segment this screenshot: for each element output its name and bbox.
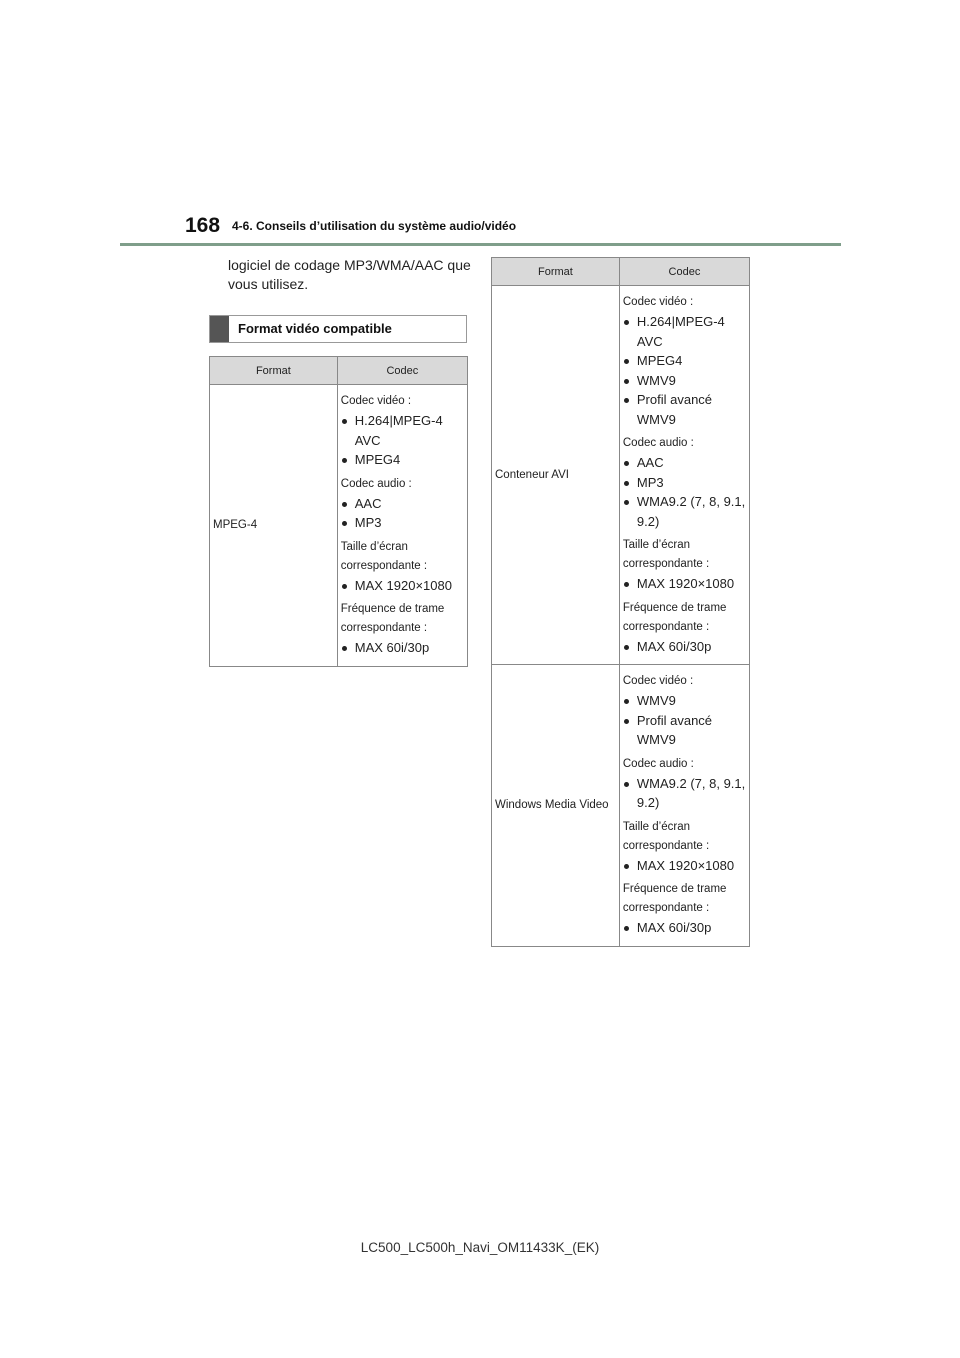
- list-item: MP3: [623, 473, 747, 493]
- codec-item-list: [623, 453, 747, 531]
- list-item: MAX 1920×1080: [623, 856, 747, 876]
- section-heading-box: [209, 315, 467, 343]
- codec-item-list: [341, 576, 465, 596]
- list-item: H.264|MPEG-4 AVC: [341, 411, 465, 450]
- format-cell: MPEG-4: [210, 385, 338, 667]
- table-row: [492, 665, 750, 947]
- section-heading: Format vidéo compatible: [238, 321, 392, 336]
- codec-cell: [619, 286, 749, 665]
- header-rule: [120, 243, 841, 246]
- codec-group-label: Codec audio :: [622, 437, 694, 449]
- codec-column-header: Codec: [337, 357, 467, 385]
- codec-item-list: [623, 774, 747, 813]
- codec-group-label: Fréquence de trame correspondante :: [622, 883, 727, 914]
- codec-group-label: Codec vidéo :: [622, 296, 694, 308]
- list-item: MAX 1920×1080: [341, 576, 465, 596]
- codec-item-list: [341, 638, 465, 658]
- list-item: MPEG4: [341, 450, 465, 470]
- codec-group-label: Taille d’écran correspondante :: [622, 820, 710, 852]
- table-row: [210, 385, 468, 667]
- codec-column-header: Codec: [619, 258, 749, 286]
- section-title: 4-6. Conseils d’utilisation du système audio/vidéo: [232, 219, 517, 233]
- intro-text: logiciel de codage MP3/WMA/AAC que vous utilisez.: [228, 257, 471, 292]
- codec-group-label: Fréquence de trame correspondante :: [622, 601, 727, 633]
- codec-item-list: [623, 574, 747, 594]
- footer-document-id: LC500_LC500h_Navi_OM11433K_(EK): [360, 1240, 600, 1255]
- codec-item-list: [623, 918, 747, 938]
- list-item: H.264|MPEG-4 AVC: [623, 312, 747, 351]
- list-item: WMV9: [623, 371, 747, 391]
- format-cell: Windows Media Video: [492, 665, 620, 947]
- codec-item-list: [623, 856, 747, 876]
- format-column-header: Format: [210, 357, 338, 385]
- right-codec-table: [491, 257, 750, 947]
- right-table-body: [492, 286, 750, 947]
- codec-item-list: [341, 494, 465, 533]
- codec-group-label: Codec vidéo :: [622, 675, 694, 687]
- list-item: AAC: [623, 453, 747, 473]
- codec-group-label: Codec audio :: [622, 757, 694, 770]
- list-item: MAX 1920×1080: [623, 574, 747, 594]
- codec-group-label: Taille d’écran correspondante :: [622, 539, 710, 570]
- codec-group-label: Taille d’écran correspondante :: [340, 540, 428, 572]
- codec-group-label: Codec audio :: [340, 477, 412, 490]
- list-item: WMA9.2 (7, 8, 9.1, 9.2): [623, 492, 747, 531]
- heading-accent-bar: [210, 316, 229, 342]
- codec-cell: [619, 665, 749, 947]
- codec-group-label: Codec vidéo :: [340, 395, 412, 407]
- left-codec-table: [209, 356, 468, 667]
- list-item: Profil avancé WMV9: [623, 711, 747, 750]
- list-item: WMA9.2 (7, 8, 9.1, 9.2): [623, 774, 747, 813]
- page-number: 168: [185, 214, 221, 237]
- left-table-body: [210, 385, 468, 667]
- list-item: MPEG4: [623, 351, 747, 371]
- format-cell: Conteneur AVI: [492, 286, 620, 665]
- codec-item-list: [623, 691, 747, 750]
- codec-item-list: [623, 637, 747, 657]
- list-item: MAX 60i/30p: [623, 918, 747, 938]
- codec-cell: [337, 385, 467, 667]
- list-item: MP3: [341, 513, 465, 533]
- list-item: MAX 60i/30p: [341, 638, 465, 658]
- format-column-header: Format: [492, 258, 620, 286]
- codec-group-label: Fréquence de trame correspondante :: [340, 603, 445, 634]
- list-item: MAX 60i/30p: [623, 637, 747, 657]
- table-row: [492, 286, 750, 665]
- list-item: AAC: [341, 494, 465, 514]
- codec-item-list: [623, 312, 747, 429]
- list-item: Profil avancé WMV9: [623, 390, 747, 429]
- list-item: WMV9: [623, 691, 747, 711]
- codec-item-list: [341, 411, 465, 470]
